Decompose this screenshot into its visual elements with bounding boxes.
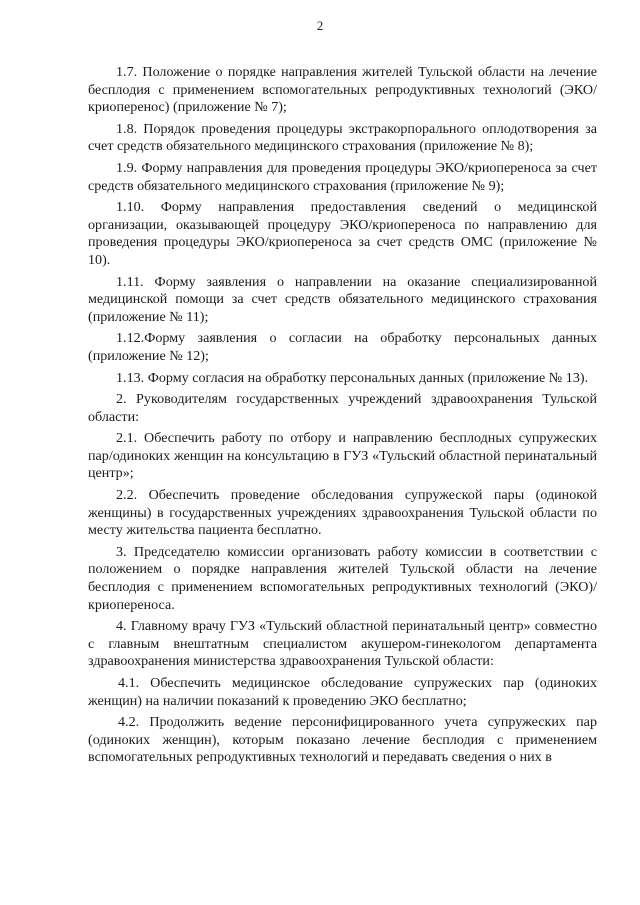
paragraph-1-8: 1.8. Порядок проведения процедуры экстракорпорального оплодотворения за счет средств обязательного медицинского страхования (приложение № 8); (88, 120, 597, 155)
paragraph-4-1: 4.1. Обеспечить медицинское обследование супружеских пар (одиноких женщин) на наличии показаний к проведению ЭКО бесплатно; (88, 675, 597, 709)
paragraph-2-2: 2.2. Обеспечить проведение обследования супружеской пары (одинокой женщины) в государственных учреждениях здравоохранения Тульской области по месту жительства пациента бесплатно. (88, 487, 597, 539)
paragraph-3: 3. Председателю комиссии организовать работу комиссии в соответствии с положением о порядке направления жителей Тульской области на лечение бесплодия с применением вспомогательных репродуктивных технологий (ЭКО)/криопереноса. (88, 543, 597, 613)
paragraph-4-2: 4.2. Продолжить ведение персонифицированного учета супружеских пар (одиноких женщин), которым показано лечение бесплодия с применением вспомогательных репродуктивных технологий и передавать сведения о них в (88, 714, 597, 766)
paragraph-1-7: 1.7. Положение о порядке направления жителей Тульской области на лечение бесплодия с применением вспомогательных репродуктивных технологий (ЭКО/криоперенос) (приложение № 7); (88, 64, 597, 116)
paragraph-1-10: 1.10. Форму направления предоставления сведений о медицинской организации, оказывающей процедуру ЭКО/криопереноса по направлению для проведения процедуры ЭКО/криопереноса за счет средств ОМС (приложение № 10). (88, 199, 597, 268)
paragraph-2-1: 2.1. Обеспечить работу по отбору и направлению бесплодных супружеских пар/одиноких женщин на консультацию в ГУЗ «Тульский областной перинатальный центр»; (88, 430, 597, 482)
page-number: 2 (316, 18, 324, 33)
document-body (88, 64, 597, 767)
paragraph-1-12: 1.12.Форму заявления о согласии на обработку персональных данных (приложение № 12); (88, 330, 597, 364)
paragraph-2: 2. Руководителям государственных учреждений здравоохранения Тульской области: (88, 391, 597, 425)
paragraph-4: 4. Главному врачу ГУЗ «Тульский областной перинатальный центр» совместно с главным внештатным специалистом акушером-гинекологом департамента здравоохранения министерства здравоохранения Тульской области: (88, 618, 597, 670)
paragraph-1-9: 1.9. Форму направления для проведения процедуры ЭКО/криопереноса за счет средств обязательного медицинского страхования (приложение № 9); (88, 159, 597, 194)
paragraph-1-13: 1.13. Форму согласия на обработку персональных данных (приложение № 13). (116, 369, 589, 386)
paragraph-1-11: 1.11. Форму заявления о направлении на оказание специализированной медицинской помощи за счет средств обязательного медицинского страхования (приложение № 11); (88, 273, 597, 325)
